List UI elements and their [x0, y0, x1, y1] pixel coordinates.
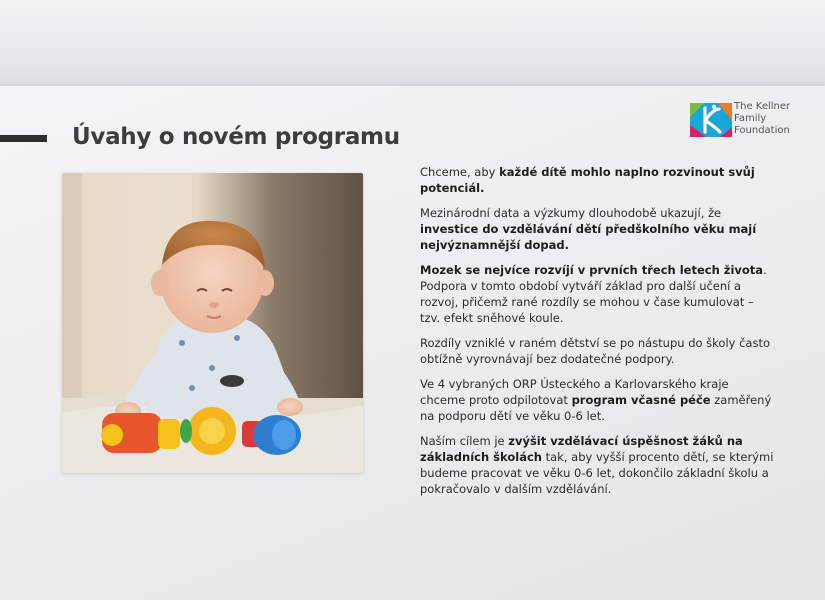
- foundation-name: [734, 101, 790, 137]
- text-segment: Ve 4 vybraných ORP Ústeckého a Karlovarského kraje chceme proto odpilotovat: [420, 377, 729, 407]
- text-emphasis: program včasné péče: [571, 393, 711, 407]
- kellner-foundation-k-logo-icon: [690, 101, 732, 137]
- text-column: [420, 164, 775, 506]
- foundation-name-line: Foundation: [734, 125, 790, 136]
- paragraph-goal: [420, 164, 775, 196]
- paragraph-brain: [420, 262, 775, 326]
- text-segment: zaměřený na podporu dětí ve věku 0-6 let.: [420, 393, 772, 423]
- foundation-name-line: Family: [734, 113, 767, 124]
- text-segment: tak, aby vyšší procento dětí, se kterými budeme pracovat ve věku 0-6 let, dokončilo základní školu a pokračovalo v dalším vzdělávání.: [420, 450, 774, 496]
- text-segment: Chceme, aby: [420, 165, 500, 179]
- foundation-name-line: The Kellner: [734, 101, 791, 112]
- photo-illustration: [62, 173, 363, 473]
- paragraph-research: [420, 205, 775, 253]
- text-emphasis: každé dítě mohlo naplno rozvinout svůj potenciál.: [420, 165, 755, 195]
- foundation-logo: [690, 101, 815, 141]
- text-emphasis: zvýšit vzdělávací úspěšnost žáků na základních školách: [420, 434, 743, 464]
- paragraph-pilot: [420, 376, 775, 424]
- text-emphasis: Mozek se nejvíce rozvíjí v prvních třech letech života: [420, 263, 764, 277]
- text-segment: Mezinárodní data a výzkumy dlouhodobě ukazují, že: [420, 206, 722, 220]
- text-segment: . Podpora v tomto období vytváří základ pro další učení a rozvoj, přičemž rané rozdíly se mohou v čase kumulovat – tzv. efekt sněhové koule.: [420, 263, 767, 325]
- paragraph-aim: [420, 433, 775, 497]
- title-accent-bar: [0, 135, 47, 142]
- text-emphasis: investice do vzdělávání dětí předškolního věku mají nejvýznamnější dopad.: [420, 222, 757, 252]
- text-segment: Rozdíly vzniklé v raném dětství se po nástupu do školy často obtížně vyrovnávají bez dodatečné podpory.: [420, 336, 771, 366]
- paragraph-differences: [420, 335, 775, 367]
- text-segment: Naším cílem je: [420, 434, 509, 448]
- baby-playing-with-toys-photo: [62, 173, 363, 473]
- slide-title: Úvahy o novém programu: [72, 124, 400, 150]
- screen-top-band: [0, 0, 825, 92]
